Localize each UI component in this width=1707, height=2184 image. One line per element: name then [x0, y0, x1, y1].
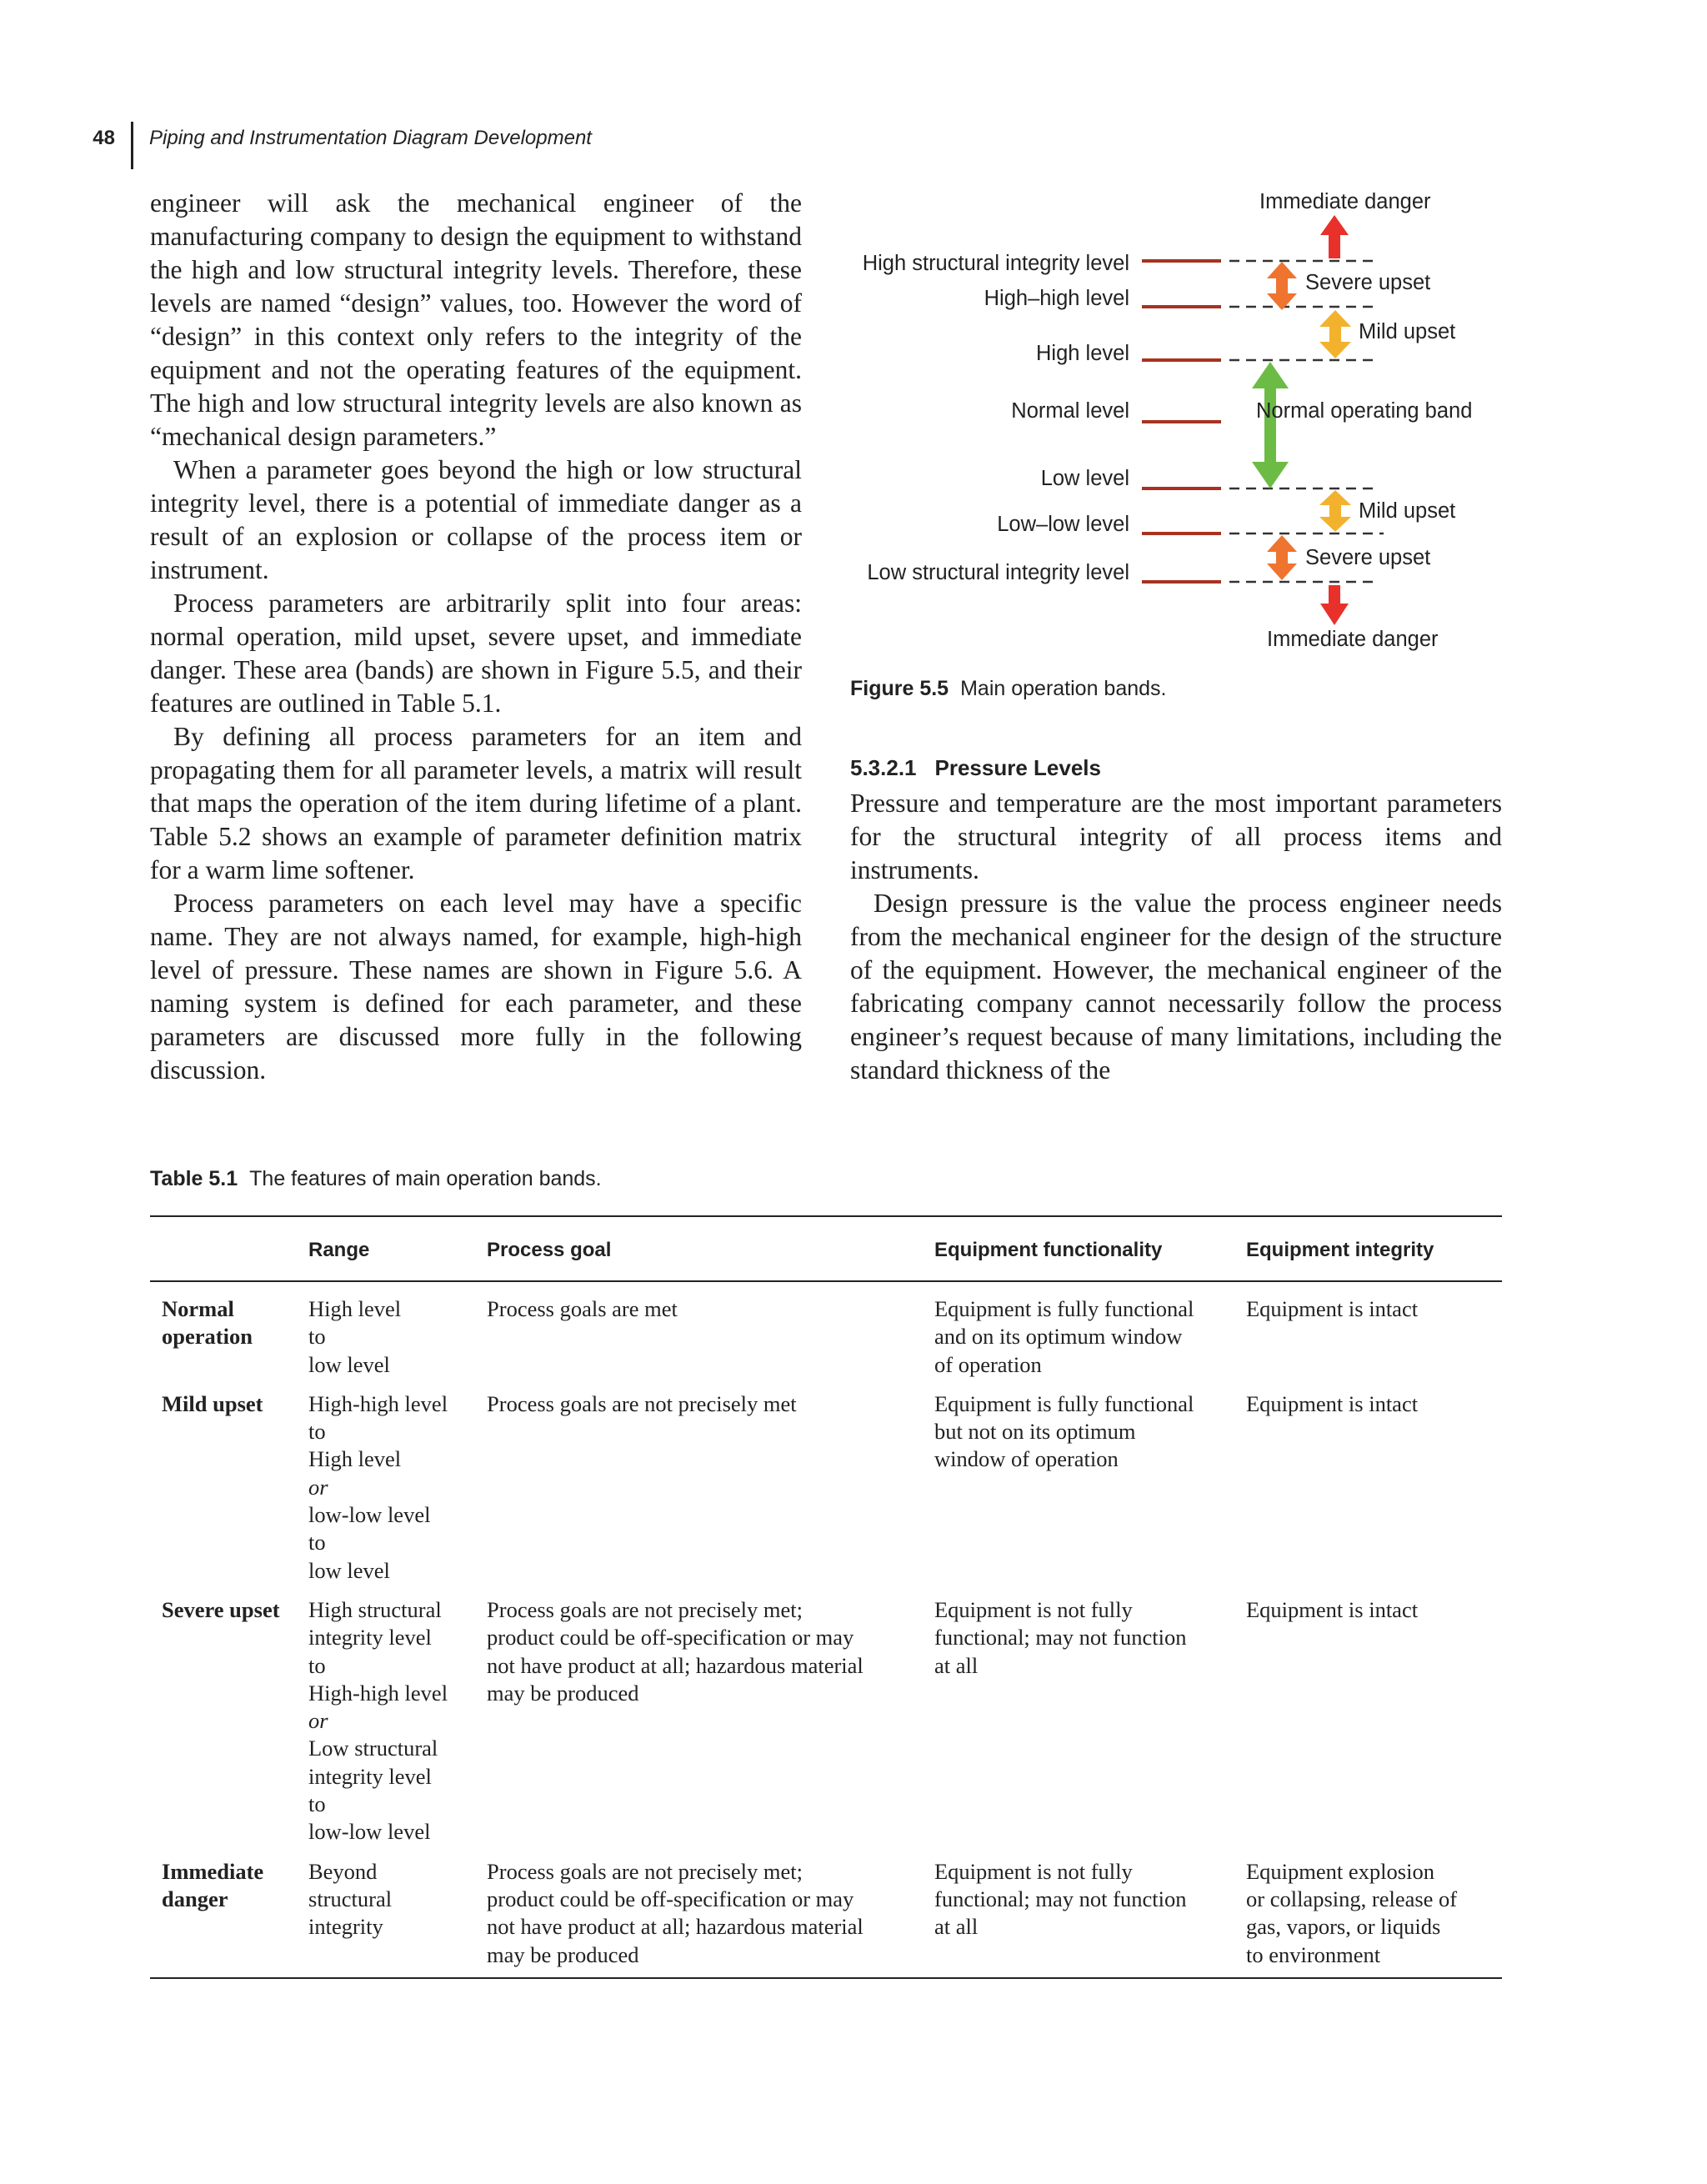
- band-label-severe-upset-top: Severe upset: [1305, 271, 1431, 294]
- table-cell-line: Normal: [162, 1296, 234, 1321]
- table-cell-line: Equipment is fully functional: [934, 1390, 1194, 1416]
- table-cell-line: Process goals are not precisely met: [487, 1390, 797, 1416]
- table-cell-range: [308, 1596, 487, 1858]
- table-header-equipment-functionality: Equipment functionality: [934, 1216, 1246, 1281]
- paragraph: Design pressure is the value the process engineer needs from the mechanical engineer for the design of the structure of the equipment. However, the mechanical engineer of the fabricating company cannot necessarily follow the process engineer’s request because of many limitations, including the standard thickness of the: [850, 889, 1502, 1084]
- running-title: Piping and Instrumentation Diagram Development: [149, 127, 592, 149]
- table-cell-line: at all: [934, 1652, 979, 1678]
- table-row: [150, 1858, 1502, 1978]
- page-number: 48: [93, 127, 115, 149]
- table-cell-line: Equipment is intact: [1246, 1390, 1419, 1416]
- table-cell-line: to environment: [1246, 1941, 1381, 1967]
- table-cell-range: [308, 1858, 487, 1978]
- header-divider: [131, 122, 133, 169]
- level-label-high-structural: High structural integrity level: [862, 252, 1129, 275]
- band-label-mild-upset-bottom: Mild upset: [1359, 499, 1456, 523]
- table-cell-line: low-low level: [308, 1819, 431, 1845]
- table-cell-line: may be produced: [487, 1941, 639, 1967]
- table-cell-line: functional; may not function: [934, 1625, 1187, 1651]
- table-cell-equipment-integrity: [1246, 1281, 1502, 1390]
- table-cell-process-goal: [487, 1281, 934, 1390]
- table-cell-line: High-high level: [308, 1680, 448, 1706]
- table-cell-equipment-functionality: [934, 1390, 1246, 1596]
- paragraph: By defining all process parameters for an item and propagating them for all parameter levels, a matrix will result that maps the operation of the item during lifetime of a plant. Table 5.2 shows an example of parameter definition matrix for a warm lime softener.: [150, 722, 802, 884]
- paragraph: When a parameter goes beyond the high or low structural integrity level, there is a potential of immediate danger as a result of an explosion or collapse of the process item or instrument.: [150, 455, 802, 584]
- table-cell-line: integrity: [308, 1914, 383, 1940]
- table-cell-line: High structural: [308, 1596, 442, 1622]
- table-cell-line: operation: [162, 1324, 253, 1350]
- table-cell-line: window of operation: [934, 1446, 1119, 1472]
- table-operation-bands: [150, 1215, 1502, 1979]
- table-cell-line: High-high level: [308, 1390, 448, 1416]
- normal-band-arrow: [1252, 362, 1289, 488]
- table-cell-line: product could be off-specification or may: [487, 1886, 854, 1911]
- table-cell-line: not have product at all; hazardous material: [487, 1914, 864, 1940]
- table-cell-line: gas, vapors, or liquids: [1246, 1914, 1441, 1940]
- table-cell-band: [150, 1281, 308, 1390]
- table-cell-process-goal: [487, 1390, 934, 1596]
- paragraph: Process parameters on each level may have a specific name. They are not always named, for example, high-high level of pressure. These names are shown in Figure 5.6. A naming system is defined for each parameter, and these parameters are discussed more fully in the following discussion.: [150, 889, 802, 1084]
- section-number: 5.3.2.1: [850, 755, 917, 780]
- table-cell-line: Equipment is intact: [1246, 1296, 1419, 1321]
- table-header-equipment-integrity: Equipment integrity: [1246, 1216, 1502, 1281]
- table-cell-line: integrity level: [308, 1763, 432, 1789]
- table-cell-line: Equipment explosion: [1246, 1858, 1434, 1884]
- table-cell-line: to: [308, 1324, 326, 1350]
- table-cell-line: structural: [308, 1886, 393, 1911]
- table-cell-line: low-low level: [308, 1502, 431, 1528]
- paragraph: Process parameters are arbitrarily split into four areas: normal operation, mild upset, severe upset, and immediate danger. These area (bands) are shown in Figure 5.5, and their features are outlined in Table 5.1.: [150, 589, 802, 718]
- table-header-band: [150, 1216, 308, 1281]
- table-cell-line: danger: [162, 1886, 228, 1911]
- section-heading: [850, 755, 1101, 781]
- table-cell-line: low level: [308, 1351, 390, 1377]
- table-row: [150, 1281, 1502, 1390]
- band-label-mild-upset-top: Mild upset: [1359, 320, 1456, 343]
- table-cell-process-goal: [487, 1858, 934, 1978]
- table-cell-band: [150, 1390, 308, 1596]
- table-cell-line: not have product at all; hazardous material: [487, 1652, 864, 1678]
- table-cell-line: to: [308, 1419, 326, 1445]
- table-cell-line: Equipment is not fully: [934, 1858, 1133, 1884]
- table-cell-line: Low structural: [308, 1736, 438, 1761]
- table-cell-line: at all: [934, 1914, 979, 1940]
- table-cell-band: [150, 1596, 308, 1858]
- table-cell-line: low level: [308, 1557, 390, 1583]
- mild-upset-bottom-arrow: [1319, 490, 1351, 532]
- band-label-immediate-danger-bottom: Immediate danger: [1267, 628, 1439, 651]
- table-header-process-goal: Process goal: [487, 1216, 934, 1281]
- table-cell-line: Process goals are met: [487, 1296, 678, 1321]
- table-cell-line: Equipment is not fully: [934, 1596, 1133, 1622]
- table-cell-line: to: [308, 1791, 326, 1817]
- table-cell-line: High level: [308, 1296, 402, 1321]
- table-cell-line: and on its optimum window: [934, 1324, 1183, 1350]
- table-cell-line: product could be off-specification or may: [487, 1625, 854, 1651]
- table-cell-equipment-functionality: [934, 1596, 1246, 1858]
- table-cell-equipment-functionality: [934, 1281, 1246, 1390]
- table-cell-line: functional; may not function: [934, 1886, 1187, 1911]
- table-row: [150, 1596, 1502, 1858]
- table-cell-line: Beyond: [308, 1858, 378, 1884]
- table-cell-range: [308, 1390, 487, 1596]
- table-cell-line: Severe upset: [162, 1596, 280, 1622]
- table-cell-line: or: [308, 1708, 328, 1734]
- paragraph: Pressure and temperature are the most important parameters for the structural integrity of all process items and instruments.: [850, 789, 1502, 884]
- table-cell-line: to: [308, 1652, 326, 1678]
- level-lines: [1142, 261, 1221, 582]
- level-label-high-high: High–high level: [984, 287, 1129, 310]
- table-cell-line: of operation: [934, 1351, 1042, 1377]
- table-cell-line: Immediate: [162, 1858, 264, 1884]
- table-cell-line: Mild upset: [162, 1390, 263, 1416]
- level-label-high: High level: [1036, 342, 1129, 365]
- table-cell-line: Process goals are not precisely met;: [487, 1596, 803, 1622]
- operation-bands-diagram: [842, 175, 1509, 659]
- immediate-danger-bottom-arrow: [1320, 585, 1349, 625]
- table-cell-range: [308, 1281, 487, 1390]
- paragraph: engineer will ask the mechanical engineer of the manufacturing company to design the equipment to withstand the high and low structural integrity levels. Therefore, these levels are named “design” values, too. However the word of “design” in this context only refers to the integrity of the equipment and not the operating features of the equipment. The high and low structural integrity levels are also known as “mechanical design parameters.”: [150, 188, 802, 451]
- table-cell-line: Equipment is intact: [1246, 1596, 1419, 1622]
- table-cell-equipment-integrity: [1246, 1858, 1502, 1978]
- table-caption-label: Table 5.1: [150, 1167, 238, 1190]
- table-cell-line: to: [308, 1530, 326, 1555]
- band-label-normal: Normal operating band: [1256, 399, 1473, 423]
- table-cell-line: Process goals are not precisely met;: [487, 1858, 803, 1884]
- table-cell-band: [150, 1858, 308, 1978]
- table-caption-text: The features of main operation bands.: [249, 1167, 602, 1190]
- table-cell-line: but not on its optimum: [934, 1419, 1136, 1445]
- figure-caption-text: Main operation bands.: [960, 677, 1167, 700]
- level-label-low-structural: Low structural integrity level: [867, 561, 1129, 584]
- table-cell-line: may be produced: [487, 1680, 639, 1706]
- table-row: [150, 1390, 1502, 1596]
- figure-caption: [850, 677, 1166, 701]
- table-cell-equipment-integrity: [1246, 1390, 1502, 1596]
- mild-upset-top-arrow: [1319, 310, 1351, 358]
- table-header-range: Range: [308, 1216, 487, 1281]
- figure-caption-label: Figure 5.5: [850, 677, 949, 700]
- band-label-severe-upset-bottom: Severe upset: [1305, 546, 1431, 569]
- level-label-normal: Normal level: [1011, 399, 1129, 423]
- section-title: Pressure Levels: [934, 755, 1101, 780]
- right-column: [850, 787, 1502, 1087]
- table-cell-line: or: [308, 1474, 328, 1500]
- table-cell-equipment-integrity: [1246, 1596, 1502, 1858]
- table-cell-line: or collapsing, release of: [1246, 1886, 1458, 1911]
- table-cell-line: Equipment is fully functional: [934, 1296, 1194, 1321]
- level-label-low-low: Low–low level: [997, 513, 1129, 536]
- table-header-row: [150, 1216, 1502, 1281]
- immediate-danger-top-arrow: [1320, 215, 1349, 258]
- figure-operation-bands: [842, 175, 1509, 659]
- table-caption: [150, 1167, 602, 1191]
- severe-upset-bottom-arrow: [1267, 535, 1297, 580]
- table-cell-equipment-functionality: [934, 1858, 1246, 1978]
- level-label-low: Low level: [1040, 467, 1129, 490]
- left-column: [150, 187, 802, 1087]
- table-cell-process-goal: [487, 1596, 934, 1858]
- table-cell-line: High level: [308, 1446, 402, 1472]
- table-cell-line: integrity level: [308, 1625, 432, 1651]
- band-label-immediate-danger-top: Immediate danger: [1259, 190, 1431, 213]
- severe-upset-top-arrow: [1267, 262, 1297, 310]
